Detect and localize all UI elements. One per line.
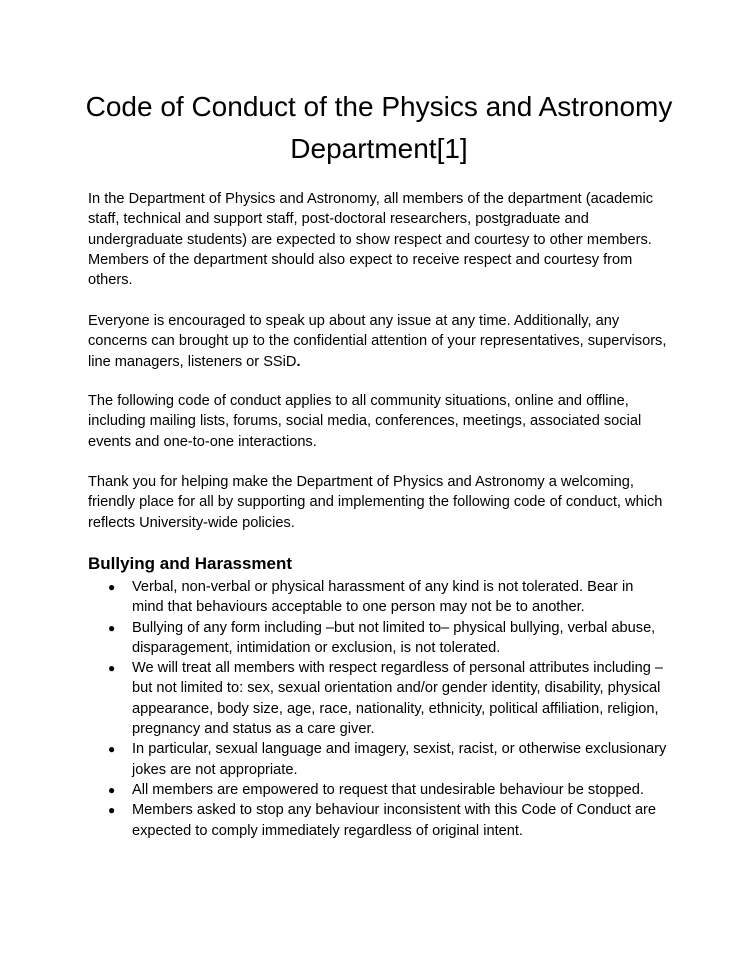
list-item (88, 618, 668, 659)
bullet-icon: ● (108, 742, 116, 757)
intro-paragraph: In the Department of Physics and Astronomy, all members of the department (academic staff, technical and support staff, post-doctoral researchers, postgraduate and undergraduate students) are expected to show respect and courtesy to other members. Members of the department should also expect to receive respect and courtesy from others. (88, 191, 654, 289)
conduct-list (88, 577, 668, 841)
list-item-text: All members are empowered to request that undesirable behaviour be stopped. (132, 781, 644, 798)
speak-up-paragraph (88, 311, 668, 372)
list-item (88, 739, 668, 780)
scope-paragraph: The following code of conduct applies to all community situations, online and offline, including mailing lists, forums, social media, conferences, meetings, associated social events and one-to-one interactions. (88, 393, 642, 450)
speak-up-period: . (296, 353, 301, 370)
bullet-icon: ● (108, 803, 116, 818)
section-heading: Bullying and Harassment (88, 554, 293, 573)
bullet-icon: ● (108, 580, 116, 594)
list-item-text: Members asked to stop any behaviour inconsistent with this Code of Conduct are expected to comply immediately regardless of original intent. (132, 802, 657, 839)
bullet-icon: ● (108, 782, 116, 797)
bullet-icon: ● (108, 661, 116, 676)
list-item (88, 780, 668, 800)
list-item (88, 658, 668, 739)
list-item-text: In particular, sexual language and imagery, sexist, racist, or otherwise exclusionary jokes are not appropriate. (132, 741, 667, 778)
speak-up-text: Everyone is encouraged to speak up about any issue at any time. Additionally, any concerns can brought up to the confidential attention of your representatives, supervisors, line managers, listeners or SSiD (88, 313, 667, 370)
document-title: Code of Conduct of the Physics and Astronomy Department[1] (85, 91, 673, 164)
list-item-text: Bullying of any form including –but not limited to– physical bullying, verbal abuse, disparagement, intimidation or exclusion, is not tolerated. (132, 619, 656, 656)
list-item (88, 800, 668, 841)
list-item (88, 577, 668, 618)
list-item-text: We will treat all members with respect regardless of personal attributes including –but not limited to: sex, sexual orientation and/or gender identity, disability, physical appearance, body size, age, race, nationality, ethnicity, political affiliation, religion, pregnancy and status as a care giver. (132, 660, 664, 738)
thanks-paragraph: Thank you for helping make the Department of Physics and Astronomy a welcoming, friendly place for all by supporting and implementing the following code of conduct, which reflects University-wide policies. (88, 474, 663, 531)
list-item-text: Verbal, non-verbal or physical harassment of any kind is not tolerated. Bear in mind that behaviours acceptable to one person may not be to another. (132, 579, 634, 616)
bullet-icon: ● (108, 620, 116, 635)
